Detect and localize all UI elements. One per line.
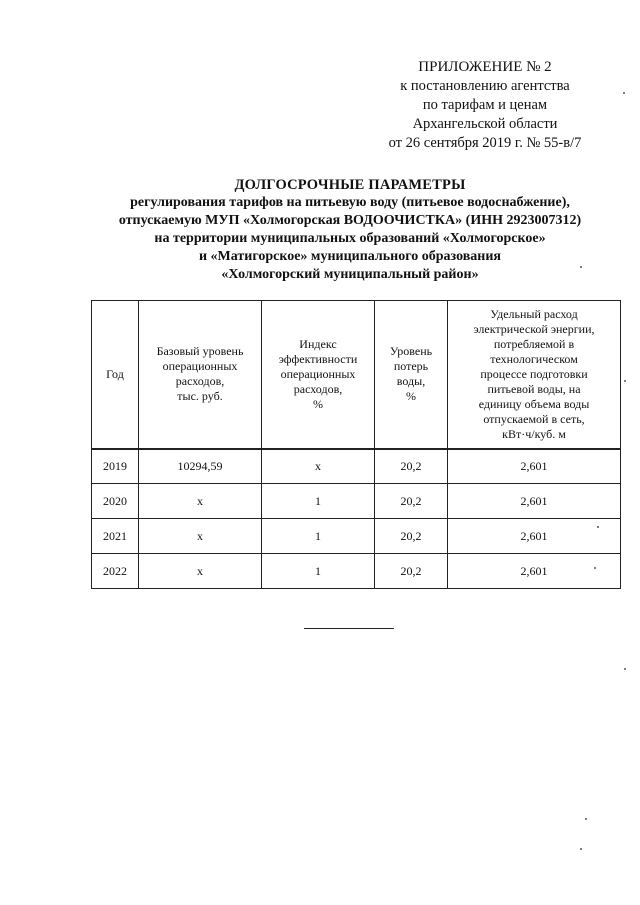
- cell-year: 2020: [92, 484, 139, 519]
- table-row: [92, 554, 621, 589]
- table-row: [92, 484, 621, 519]
- scan-speck: [585, 818, 587, 820]
- cell-efficiency-index: х: [262, 449, 375, 484]
- scan-speck: [597, 526, 599, 528]
- header-water-loss: Уровень потерь воды, %: [375, 301, 448, 449]
- cell-water-loss: 20,2: [375, 484, 448, 519]
- cell-year: 2022: [92, 554, 139, 589]
- heading-line: регулирования тарифов на питьевую воду (питьевое водоснабжение),: [130, 195, 570, 210]
- scan-speck: [624, 668, 626, 670]
- scan-speck: [580, 848, 582, 850]
- appendix-title: ПРИЛОЖЕНИЕ № 2: [418, 59, 552, 75]
- scan-speck: [580, 266, 582, 268]
- header-base-opex: Базовый уровень операционных расходов, тыс. руб.: [139, 301, 262, 449]
- header-energy-consumption: Удельный расход электрической энергии, потребляемой в технологическом процессе подготовки питьевой воды, на единицу объема воды отпускаемой в сеть, кВт·ч/куб. м: [448, 301, 621, 449]
- cell-water-loss: 20,2: [375, 519, 448, 554]
- parameters-table: [91, 300, 621, 589]
- scan-speck: [594, 567, 596, 569]
- heading-line: и «Матигорское» муниципального образования: [198, 249, 502, 264]
- cell-efficiency-index: 1: [262, 484, 375, 519]
- appendix-line: к постановлению агентства: [400, 78, 570, 94]
- cell-base-opex: х: [139, 554, 262, 589]
- cell-year: 2021: [92, 519, 139, 554]
- heading-line: отпускаемую МУП «Холмогорская ВОДООЧИСТКА» (ИНН 2923007312): [118, 213, 582, 228]
- cell-energy-consumption: 2,601: [448, 554, 621, 589]
- cell-year: 2019: [92, 449, 139, 484]
- table-row: [92, 519, 621, 554]
- appendix-line: Архангельской области: [412, 116, 558, 132]
- heading-line: на территории муниципальных образований «Холмогорское»: [154, 231, 546, 246]
- document-title: ДОЛГОСРОЧНЫЕ ПАРАМЕТРЫ: [234, 177, 466, 193]
- cell-water-loss: 20,2: [375, 554, 448, 589]
- cell-efficiency-index: 1: [262, 519, 375, 554]
- closing-divider: [304, 628, 394, 629]
- table-row: [92, 449, 621, 484]
- scan-speck: [623, 92, 625, 94]
- heading-line: «Холмогорский муниципальный район»: [221, 267, 479, 282]
- cell-efficiency-index: 1: [262, 554, 375, 589]
- appendix-line: по тарифам и ценам: [422, 97, 548, 113]
- header-year: Год: [92, 301, 139, 449]
- header-efficiency-index: Индекс эффективности операционных расходов, %: [262, 301, 375, 449]
- cell-energy-consumption: 2,601: [448, 519, 621, 554]
- scan-speck: [624, 380, 626, 382]
- appendix-block: [340, 58, 630, 153]
- table-header-row: [92, 301, 621, 449]
- cell-base-opex: х: [139, 484, 262, 519]
- cell-base-opex: х: [139, 519, 262, 554]
- cell-energy-consumption: 2,601: [448, 484, 621, 519]
- cell-water-loss: 20,2: [375, 449, 448, 484]
- document-heading: [80, 176, 620, 284]
- cell-energy-consumption: 2,601: [448, 449, 621, 484]
- appendix-line: от 26 сентября 2019 г. № 55-в/7: [388, 135, 582, 151]
- cell-base-opex: 10294,59: [139, 449, 262, 484]
